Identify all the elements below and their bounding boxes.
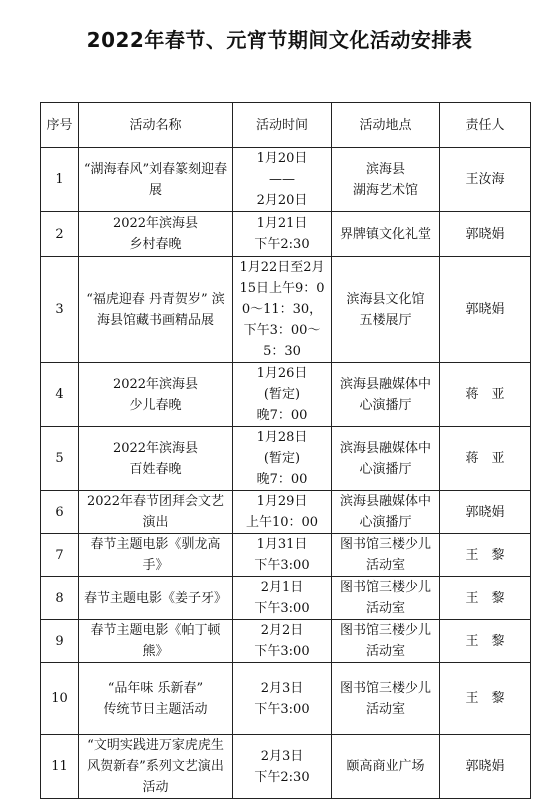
cell-row-index: 4 bbox=[41, 363, 79, 427]
cell-activity-time: 1月22日至2月15日上午9：00～11：30，下午3：00～5：30 bbox=[233, 257, 332, 363]
table-row bbox=[41, 427, 531, 491]
cell-activity-time: 1月29日 上午10：00 bbox=[233, 491, 332, 534]
table-header-row bbox=[41, 103, 531, 148]
cell-row-index: 11 bbox=[41, 735, 79, 799]
cell-activity-name: “湖海春风”刘春篆刻迎春展 bbox=[79, 148, 233, 212]
cell-activity-place: 图书馆三楼少儿活动室 bbox=[332, 620, 440, 663]
cell-activity-time: 1月31日 下午3:00 bbox=[233, 534, 332, 577]
cell-activity-name: “文明实践进万家虎虎生风贺新春”系列文艺演出活动 bbox=[79, 735, 233, 799]
cell-activity-time: 2月3日 下午3:00 bbox=[233, 663, 332, 735]
cell-activity-place: 滨海县 湖海艺术馆 bbox=[332, 148, 440, 212]
table-row bbox=[41, 148, 531, 212]
cell-row-index: 8 bbox=[41, 577, 79, 620]
cell-activity-name: 春节主题电影《驯龙高手》 bbox=[79, 534, 233, 577]
cell-activity-place: 滨海县融媒体中心演播厅 bbox=[332, 491, 440, 534]
cell-activity-time: 2月1日 下午3:00 bbox=[233, 577, 332, 620]
document-title: 2022年春节、元宵节期间文化活动安排表 bbox=[86, 28, 473, 52]
cell-row-index: 5 bbox=[41, 427, 79, 491]
cell-responsible-person: 王汝海 bbox=[440, 148, 531, 212]
cell-responsible-person: 蒋 亚 bbox=[440, 427, 531, 491]
cell-row-index: 6 bbox=[41, 491, 79, 534]
table-row bbox=[41, 491, 531, 534]
table-row bbox=[41, 212, 531, 257]
cell-responsible-person: 郭晓娟 bbox=[440, 735, 531, 799]
header-activity-place: 活动地点 bbox=[332, 103, 440, 148]
cell-responsible-person: 王 黎 bbox=[440, 534, 531, 577]
table-row bbox=[41, 363, 531, 427]
cell-activity-time: 2月3日 下午2:30 bbox=[233, 735, 332, 799]
cell-row-index: 1 bbox=[41, 148, 79, 212]
table-row bbox=[41, 257, 531, 363]
cell-activity-time: 1月20日 —— 2月20日 bbox=[233, 148, 332, 212]
cell-responsible-person: 王 黎 bbox=[440, 663, 531, 735]
cell-responsible-person: 郭晓娟 bbox=[440, 212, 531, 257]
cell-activity-time: 2月2日 下午3:00 bbox=[233, 620, 332, 663]
cell-row-index: 10 bbox=[41, 663, 79, 735]
cell-activity-time: 1月28日 (暂定) 晚7：00 bbox=[233, 427, 332, 491]
cell-activity-name: 2022年春节团拜会文艺演出 bbox=[79, 491, 233, 534]
cell-activity-place: 滨海县融媒体中心演播厅 bbox=[332, 427, 440, 491]
cell-activity-name: 2022年滨海县 百姓春晚 bbox=[79, 427, 233, 491]
cell-row-index: 7 bbox=[41, 534, 79, 577]
cell-responsible-person: 蒋 亚 bbox=[440, 363, 531, 427]
cell-row-index: 2 bbox=[41, 212, 79, 257]
cell-responsible-person: 王 黎 bbox=[440, 577, 531, 620]
cell-activity-time: 1月26日 (暂定) 晚7：00 bbox=[233, 363, 332, 427]
cell-responsible-person: 郭晓娟 bbox=[440, 257, 531, 363]
cell-activity-place: 图书馆三楼少儿活动室 bbox=[332, 577, 440, 620]
cell-activity-name: “福虎迎春 丹青贺岁” 滨海县馆藏书画精品展 bbox=[79, 257, 233, 363]
cell-row-index: 9 bbox=[41, 620, 79, 663]
cell-activity-place: 界牌镇文化礼堂 bbox=[332, 212, 440, 257]
header-index: 序号 bbox=[41, 103, 79, 148]
cell-activity-place: 滨海县文化馆 五楼展厅 bbox=[332, 257, 440, 363]
cell-responsible-person: 郭晓娟 bbox=[440, 491, 531, 534]
table-body bbox=[41, 148, 531, 799]
cell-activity-name: 2022年滨海县 乡村春晚 bbox=[79, 212, 233, 257]
header-activity-name: 活动名称 bbox=[79, 103, 233, 148]
cell-activity-name: 春节主题电影《姜子牙》 bbox=[79, 577, 233, 620]
cell-activity-name: 2022年滨海县 少儿春晚 bbox=[79, 363, 233, 427]
activity-schedule-table bbox=[40, 102, 531, 799]
cell-activity-place: 滨海县融媒体中心演播厅 bbox=[332, 363, 440, 427]
cell-activity-place: 图书馆三楼少儿活动室 bbox=[332, 534, 440, 577]
table-row bbox=[41, 577, 531, 620]
cell-activity-name: 春节主题电影《帕丁顿熊》 bbox=[79, 620, 233, 663]
table-row bbox=[41, 534, 531, 577]
header-activity-time: 活动时间 bbox=[233, 103, 332, 148]
cell-activity-place: 颐高商业广场 bbox=[332, 735, 440, 799]
header-responsible-person: 责任人 bbox=[440, 103, 531, 148]
table-row bbox=[41, 663, 531, 735]
cell-activity-name: “品年味 乐新春” 传统节日主题活动 bbox=[79, 663, 233, 735]
cell-row-index: 3 bbox=[41, 257, 79, 363]
cell-activity-time: 1月21日 下午2:30 bbox=[233, 212, 332, 257]
table-row bbox=[41, 620, 531, 663]
cell-responsible-person: 王 黎 bbox=[440, 620, 531, 663]
cell-activity-place: 图书馆三楼少儿活动室 bbox=[332, 663, 440, 735]
